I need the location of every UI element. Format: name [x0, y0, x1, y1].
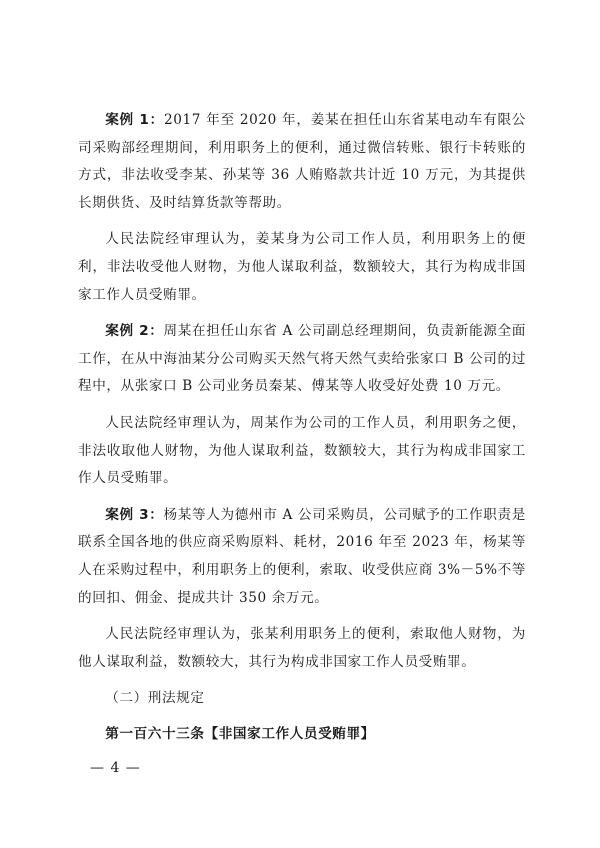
article-title: 第一百六十三条【非国家工作人员受贿罪】 — [105, 725, 375, 742]
document-body — [78, 107, 526, 748]
case-2-paragraph — [78, 318, 526, 401]
ruling-3-paragraph: 人民法院经审理认为，张某利用职务上的便利，索取他人财物，为他人谋取利益，数额较大，其行为构成非国家工作人员受贿罪。 — [78, 626, 526, 670]
page-number: — 4 — — [90, 760, 141, 776]
case-2-text: 周某在担任山东省 A 公司副总经理期间，负责新能源全面工作，在从中海油某分公司购买天然气将天然气卖给张家口 B 公司的过程中，从张家口 B 公司业务员秦某、傅某等人收受好处费 10 万元。 — [78, 323, 526, 395]
case-2-label: 案例 2： — [105, 323, 164, 340]
case-1-paragraph — [78, 107, 526, 217]
case-3-text: 杨某等人为德州市 A 公司采购员，公司赋予的工作职责是联系全国各地的供应商采购原料、耗材，2016 年至 2023 年，杨某等人在采购过程中，利用职务上的便利，索取、收受供应商 3%－5%不等的回扣、佣金、提成共计 350 余万元。 — [78, 506, 526, 606]
case-3-paragraph — [78, 502, 526, 612]
section-heading: （二）刑法规定 — [105, 690, 205, 707]
case-3-label: 案例 3： — [105, 506, 164, 523]
ruling-1-paragraph: 人民法院经审理认为，姜某身为公司工作人员，利用职务上的便利，非法收受他人财物，为他人谋取利益，数额较大，其行为构成非国家工作人员受贿罪。 — [78, 231, 526, 303]
ruling-2-paragraph: 人民法院经审理认为，周某作为公司的工作人员，利用职务之便，非法收取他人财物，为他人谋取利益，数额较大，其行为构成非国家工作人员受贿罪。 — [78, 414, 526, 487]
case-1-label: 案例 1： — [105, 112, 165, 128]
case-1-text: 2017 年至 2020 年，姜某在担任山东省某电动车有限公司采购部经理期间，利用职务上的便利，通过微信转账、银行卡转账的方式，非法收受李某、孙某等 36 人贿赂款共计近 10 万元，为其提供长期供货、及时结算货款等帮助。 — [78, 112, 526, 211]
